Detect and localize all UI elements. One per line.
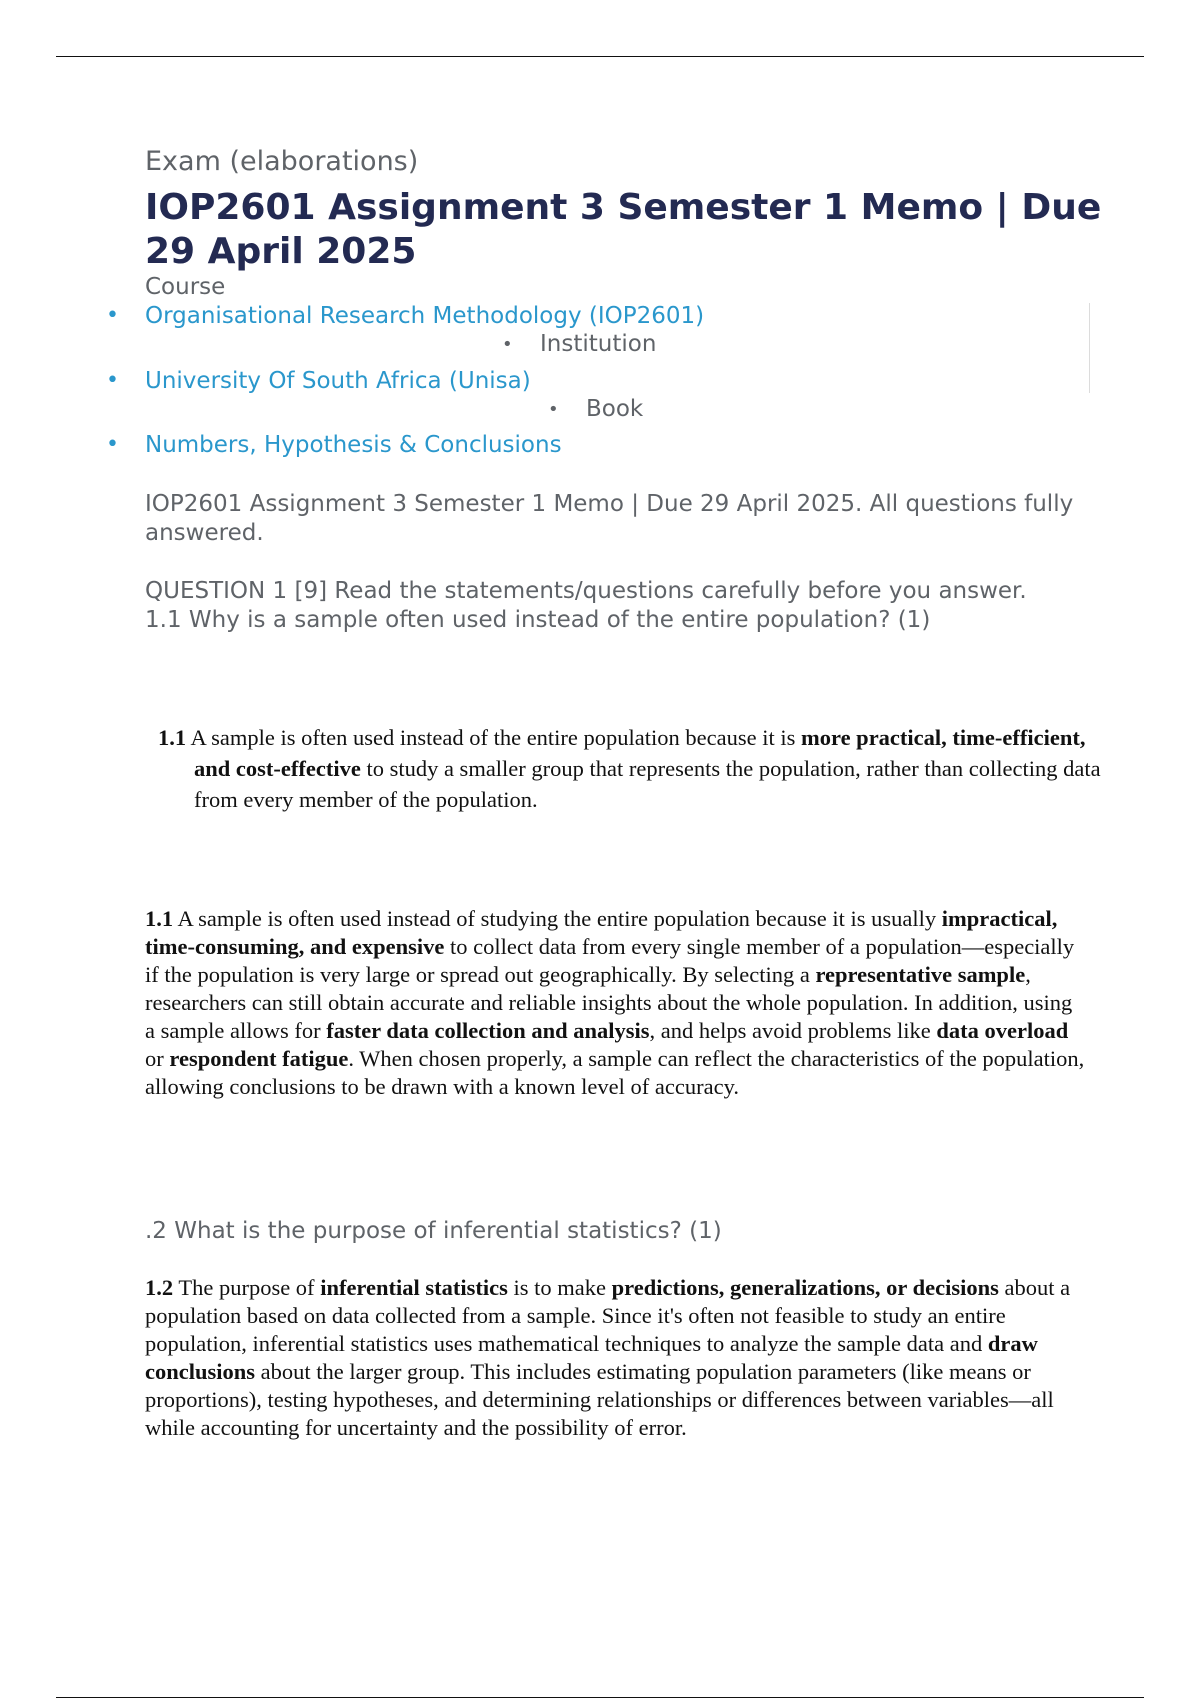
answer-text: The purpose of [173, 1275, 321, 1300]
answer-emphasis: representative sample [815, 962, 1026, 987]
answer-emphasis: predictions, generalizations, or decisions [611, 1275, 999, 1300]
book-link[interactable]: Numbers, Hypothesis & Conclusions [145, 432, 562, 458]
bottom-rule [56, 1697, 1144, 1698]
institution-link[interactable]: University Of South Africa (Unisa) [145, 368, 531, 394]
summary-text: IOP2601 Assignment 3 Semester 1 Memo | Due 29 April 2025. All questions fully answered. [145, 491, 1074, 546]
answer-text: about a population based on data collected from a sample. Since it's often not feasible to study an entire population, inferential statistics uses mathematical techniques to analyze the sample data and [145, 1275, 1071, 1356]
answer-1-2 [145, 1274, 1095, 1442]
course-label: Course [145, 274, 226, 300]
answer-number: 1.1 [158, 725, 187, 750]
answer-emphasis: draw conclusions [145, 1331, 1038, 1384]
answer-emphasis: impractical, time-consuming, and expensive [145, 906, 1058, 959]
answer-emphasis: inferential statistics [320, 1275, 508, 1300]
book-bullet: • [548, 399, 559, 420]
institution-label: Institution [540, 331, 657, 357]
answer-emphasis: data overload [936, 1018, 1069, 1043]
answer-text: or [145, 1046, 170, 1071]
institution-bullet: • [502, 334, 513, 355]
divider-line [1089, 303, 1090, 393]
institution-bullet-link: • [106, 368, 119, 393]
answer-text: to collect data from every single member of a population—especially if the population is very large or spread out geographically. By selecting a [145, 934, 1075, 987]
answer-text: is to make [507, 1275, 612, 1300]
question-1-title: QUESTION 1 [9] Read the statements/questions carefully before you answer. [145, 578, 1027, 604]
top-rule [56, 56, 1144, 57]
document-title: IOP2601 Assignment 3 Semester 1 Memo | Due 29 April 2025 [145, 187, 1102, 272]
answer-emphasis: faster data collection and analysis [326, 1018, 650, 1043]
answer-text: to study a smaller group that represents the population, rather than collecting data from every member of the population. [194, 756, 1101, 812]
book-bullet-link: • [106, 432, 119, 457]
question-1-2-heading: .2 What is the purpose of inferential statistics? (1) [145, 1218, 722, 1244]
answer-1-1-long [145, 905, 1085, 1101]
answer-emphasis: respondent fatigue [169, 1046, 349, 1071]
book-label: Book [586, 396, 644, 422]
answer-text: . When chosen properly, a sample can reflect the characteristics of the population, allowing conclusions to be drawn with a known level of accuracy. [145, 1046, 1085, 1099]
answer-text: A sample is often used instead of the entire population because it is [186, 725, 801, 750]
answer-text: , and helps avoid problems like [649, 1018, 937, 1043]
answer-text: , researchers can still obtain accurate and reliable insights about the whole population. In addition, using a sample allows for [145, 962, 1073, 1043]
answer-text: about the larger group. This includes estimating population parameters (like means or proportions), testing hypotheses, and determining relationships or differences between variables—all while accounting for uncertainty and the possibility of error. [145, 1359, 1054, 1440]
answer-number: 1.1 [145, 906, 174, 931]
answer-emphasis: more practical, time-efficient, and cost-effective [194, 725, 1086, 781]
course-link[interactable]: Organisational Research Methodology (IOP2601) [145, 303, 705, 329]
answer-1-1-short [158, 722, 1114, 815]
question-1-intro [145, 577, 1085, 635]
question-1-1-text: 1.1 Why is a sample often used instead of the entire population? (1) [145, 607, 931, 633]
course-bullet: • [106, 303, 119, 328]
answer-text: A sample is often used instead of studying the entire population because it is usually [173, 906, 942, 931]
document-type-label: Exam (elaborations) [145, 146, 419, 177]
answer-number: 1.2 [145, 1275, 174, 1300]
